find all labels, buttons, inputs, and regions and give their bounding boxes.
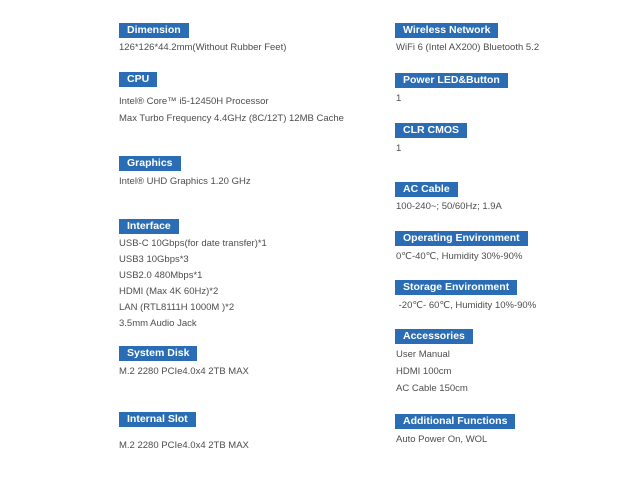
interface-line-6: 3.5mm Audio Jack <box>119 318 197 329</box>
clr-cmos-value: 1 <box>396 143 402 154</box>
power-led-value: 1 <box>396 93 402 104</box>
graphics-label: Graphics <box>119 156 181 171</box>
accessories-line-1: User Manual <box>396 349 450 360</box>
dimension-label: Dimension <box>119 23 189 38</box>
system-disk-label: System Disk <box>119 346 197 361</box>
cpu-line-1: Intel® Core™ i5-12450H Processor <box>119 96 269 107</box>
system-disk-value: M.2 2280 PCIe4.0x4 2TB MAX <box>119 366 249 377</box>
accessories-line-3: AC Cable 150cm <box>396 383 468 394</box>
wireless-label: Wireless Network <box>395 23 498 38</box>
cpu-line-2: Max Turbo Frequency 4.4GHz (8C/12T) 12MB Cache <box>119 113 344 124</box>
interface-line-4: HDMI (Max 4K 60Hz)*2 <box>119 286 219 297</box>
additional-functions-value: Auto Power On, WOL <box>396 434 488 445</box>
clr-cmos-label: CLR CMOS <box>395 123 467 138</box>
graphics-value: Intel® UHD Graphics 1.20 GHz <box>119 176 251 187</box>
interface-label: Interface <box>119 219 179 234</box>
accessories-line-2: HDMI 100cm <box>396 366 452 377</box>
cpu-label: CPU <box>119 72 157 87</box>
storage-env-value: -20℃- 60℃, Humidity 10%-90% <box>396 300 537 311</box>
accessories-label: Accessories <box>395 329 473 344</box>
power-led-label: Power LED&Button <box>395 73 508 88</box>
interface-line-3: USB2.0 480Mbps*1 <box>119 270 203 281</box>
operating-env-label: Operating Environment <box>395 231 528 246</box>
internal-slot-label: Internal Slot <box>119 412 196 427</box>
wireless-value: WiFi 6 (Intel AX200) Bluetooth 5.2 <box>396 42 540 53</box>
ac-cable-label: AC Cable <box>395 182 458 197</box>
storage-env-label: Storage Environment <box>395 280 517 295</box>
interface-line-5: LAN (RTL8111H 1000M )*2 <box>119 302 235 313</box>
internal-slot-value: M.2 2280 PCIe4.0x4 2TB MAX <box>119 440 249 451</box>
operating-env-value: 0℃-40℃, Humidity 30%-90% <box>396 251 523 262</box>
dimension-value: 126*126*44.2mm(Without Rubber Feet) <box>119 42 287 53</box>
ac-cable-value: 100-240~; 50/60Hz; 1.9A <box>396 201 502 212</box>
additional-functions-label: Additional Functions <box>395 414 515 429</box>
interface-line-1: USB-C 10Gbps(for date transfer)*1 <box>119 238 267 249</box>
interface-line-2: USB3 10Gbps*3 <box>119 254 189 265</box>
